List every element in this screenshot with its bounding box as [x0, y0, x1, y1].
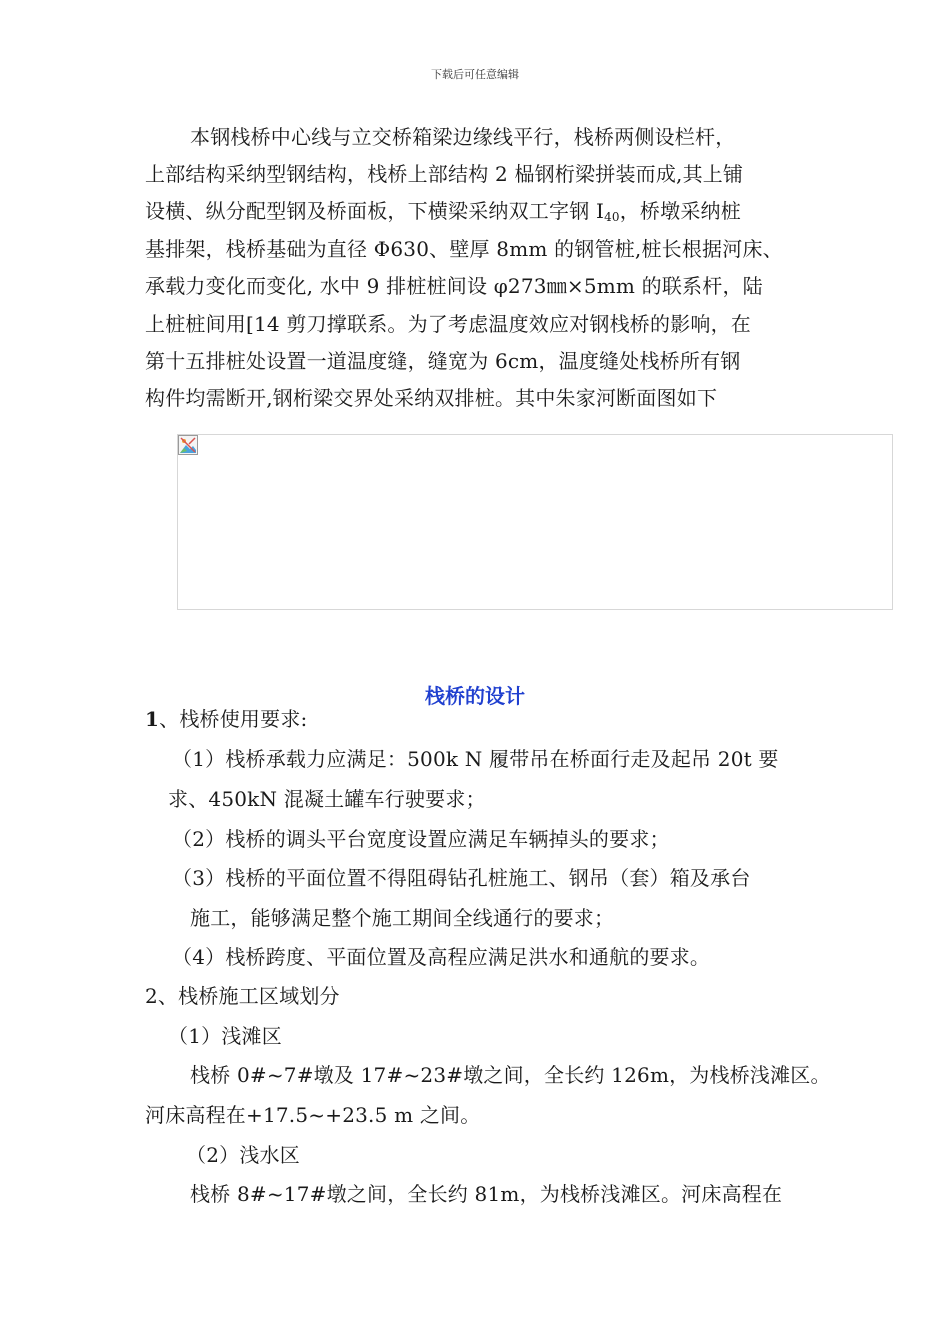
intro-line-6: 上桩桩间用[14 剪刀撑联系。为了考虑温度效应对钢栈桥的影响，在 — [145, 312, 752, 336]
zone-1-line-1: 栈桥 0#~7#墩及 17#~23#墩之间，全长约 126m，为栈桥浅滩区。 — [190, 1063, 831, 1087]
intro-line-7: 第十五排桩处设置一道温度缝，缝宽为 6cm，温度缝处栈桥所有钢 — [145, 349, 741, 373]
intro-line-3 — [145, 198, 741, 230]
requirements-number: 1 — [145, 707, 160, 731]
intro-line-8: 构件均需断开,钢桁梁交界处采纳双排桩。其中朱家河断面图如下 — [145, 386, 718, 410]
zone-1-title: （1）浅滩区 — [168, 1024, 282, 1048]
header-note: 下载后可任意编辑 — [431, 68, 519, 81]
requirement-1-line-1: （1）栈桥承载力应满足：500k N 履带吊在桥面行走及起吊 20t 要 — [172, 747, 779, 771]
requirement-4: （4）栈桥跨度、平面位置及高程应满足洪水和通航的要求。 — [172, 945, 711, 969]
intro-line-2: 上部结构采纳型钢结构，栈桥上部结构 2 榀钢桁梁拼装而成,其上铺 — [145, 162, 744, 186]
requirements-heading — [145, 706, 307, 732]
intro-line-4: 基排架，栈桥基础为直径 Φ630、壁厚 8mm 的钢管桩,桩长根据河床、 — [145, 237, 783, 261]
zone-2-title: （2）浅水区 — [186, 1143, 300, 1167]
requirement-3-line-1: （3）栈桥的平面位置不得阻碍钻孔桩施工、钢吊（套）箱及承台 — [172, 866, 751, 890]
zone-2-line-1: 栈桥 8#~17#墩之间，全长约 81m，为栈桥浅滩区。河床高程在 — [190, 1182, 783, 1206]
intro-line-5: 承载力变化而变化, 水中 9 排桩桩间设 φ273㎜×5mm 的联系杆，陆 — [145, 274, 763, 298]
broken-image-icon — [178, 435, 198, 455]
section-title: 栈桥的设计 — [425, 684, 525, 708]
requirement-3-line-2: 施工，能够满足整个施工期间全线通行的要求； — [190, 906, 615, 930]
intro-line-1: 本钢栈桥中心线与立交桥箱梁边缘线平行，栈桥两侧设栏杆， — [190, 125, 736, 149]
zone-1-line-2: 河床高程在+17.5~+23.5 m 之间。 — [145, 1103, 481, 1127]
section-diagram-image — [177, 434, 893, 610]
zone-heading: 2、栈桥施工区域划分 — [145, 984, 340, 1008]
requirement-1-line-2: 求、450kN 混凝土罐车行驶要求； — [168, 787, 486, 811]
intro-line-3-end: ，桥墩采纳桩 — [619, 199, 741, 223]
i-beam-subscript: 40 — [604, 210, 620, 224]
requirement-2: （2）栈桥的调头平台宽度设置应满足车辆掉头的要求； — [172, 827, 670, 851]
requirements-title: 、栈桥使用要求: — [159, 707, 308, 731]
intro-line-3-start: 设横、纵分配型钢及桥面板，下横梁采纳双工字钢 I — [145, 199, 605, 223]
